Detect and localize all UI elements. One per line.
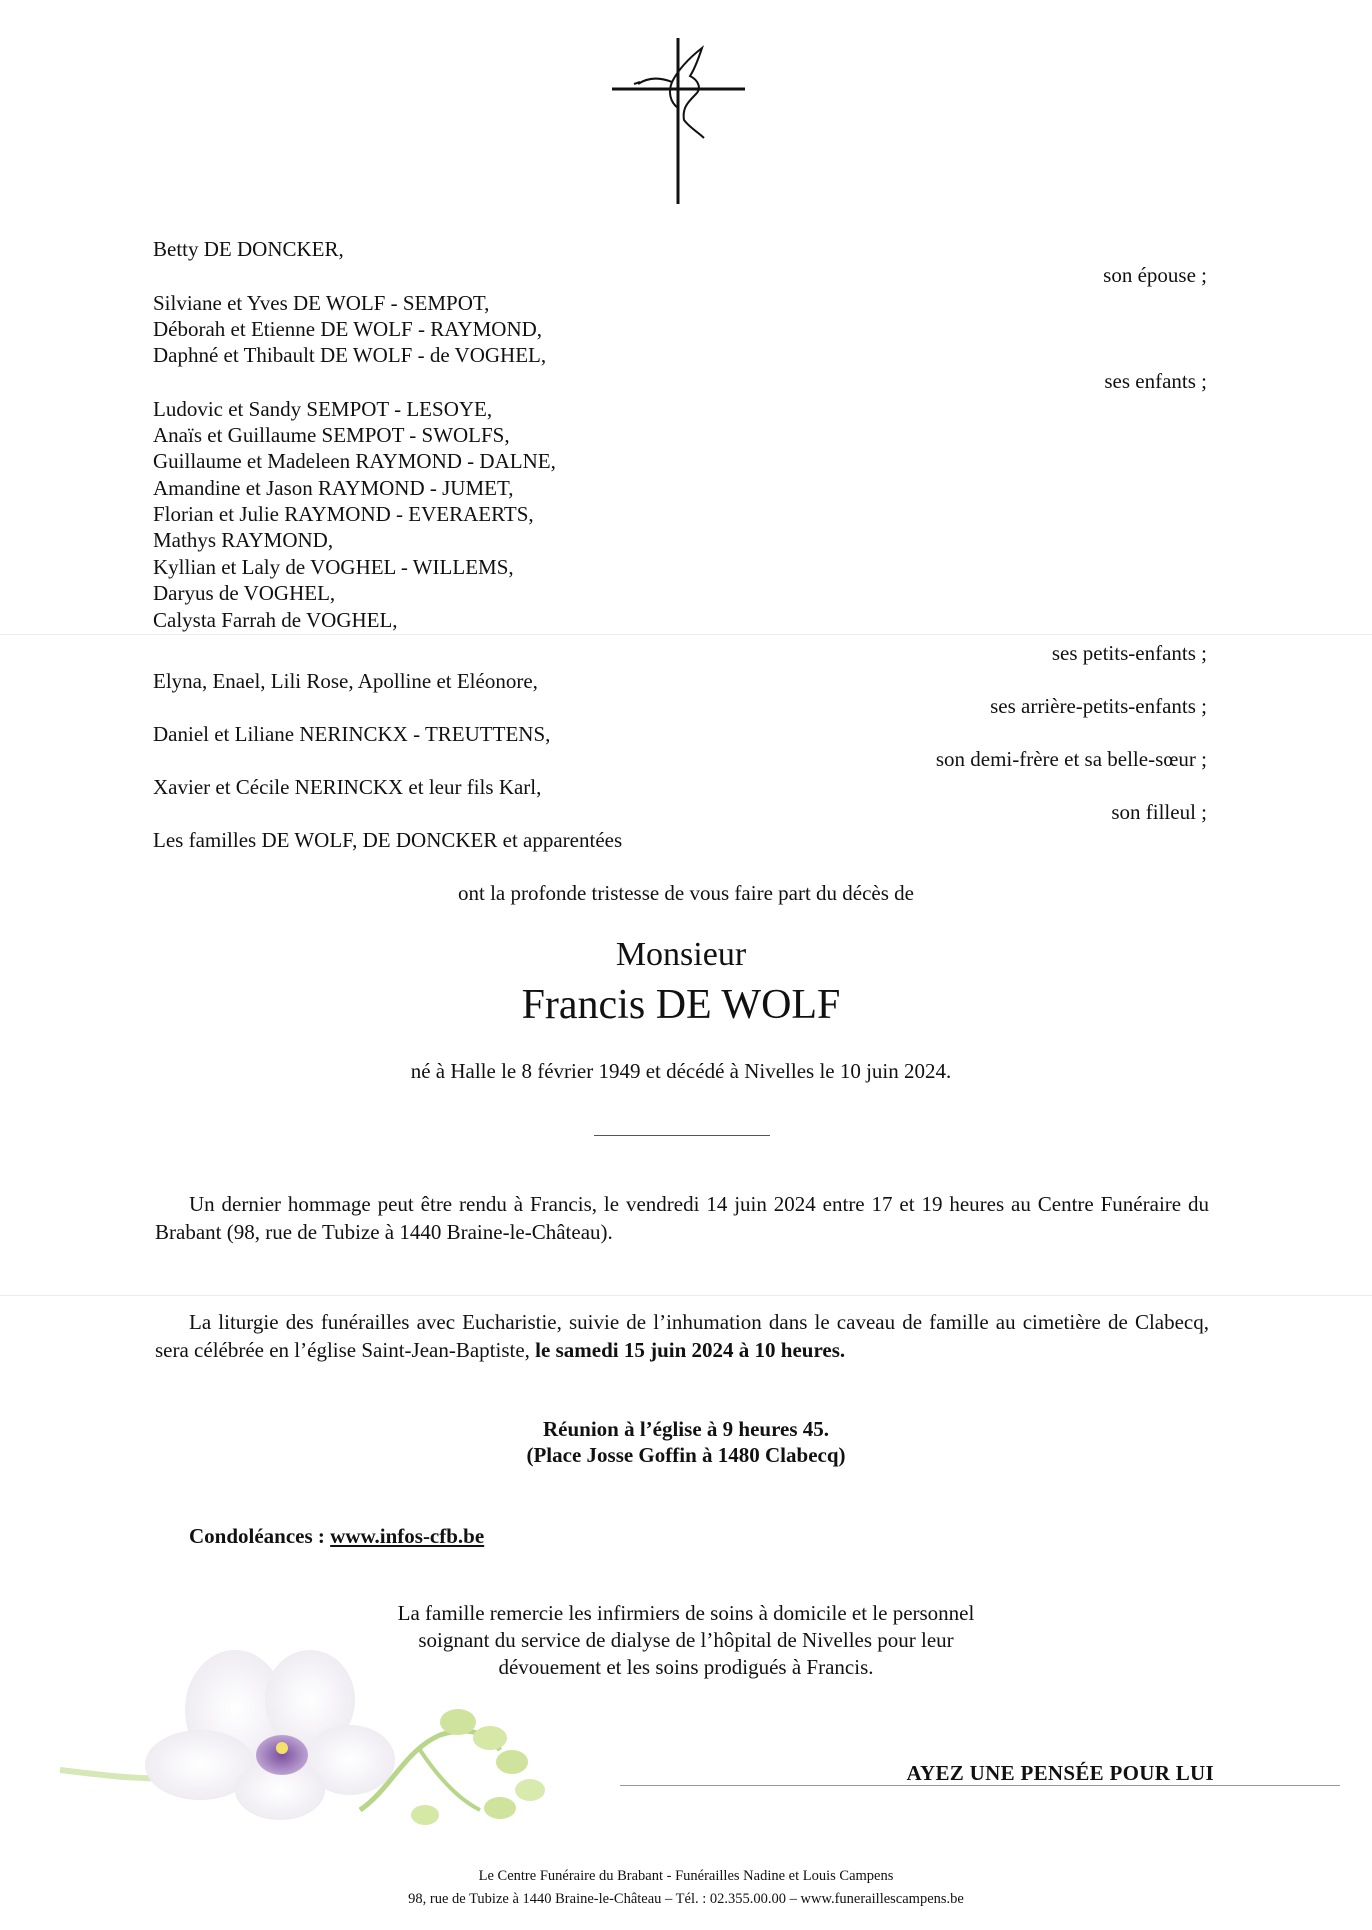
liturgie-text: La liturgie des funérailles avec Eucharistie, suivie de l’inhumation dans le caveau de famille au cimetière de Clabecq, sera célébrée en l’église Saint-Jean-Baptiste, (155, 1310, 1209, 1362)
family-member: Daniel et Liliane NERINCKX - TREUTTENS, (153, 722, 551, 746)
family-member: Silviane et Yves DE WOLF - SEMPOT, (153, 291, 490, 315)
family-member: Daryus de VOGHEL, (153, 581, 336, 605)
liturgie-paragraph (155, 1308, 1209, 1364)
family-member: Anaïs et Guillaume SEMPOT - SWOLFS, (153, 423, 510, 447)
footer-address: 98, rue de Tubize à 1440 Braine-le-Château – Tél. : 02.355.00.00 – www.funeraillescampens.be (408, 1891, 964, 1907)
footer-company: Le Centre Funéraire du Brabant - Funérailles Nadine et Louis Campens (478, 1868, 894, 1884)
family-member: Betty DE DONCKER, (153, 237, 344, 261)
family-member: Florian et Julie RAYMOND - EVERAERTS, (153, 502, 534, 526)
fold-line (0, 1295, 1372, 1296)
relation-label: son épouse ; (1103, 263, 1207, 287)
separator-line (594, 1135, 770, 1136)
condoleances (189, 1523, 484, 1549)
family-member: Ludovic et Sandy SEMPOT - LESOYE, (153, 397, 493, 421)
deceased-name: Francis DE WOLF (521, 982, 841, 1028)
hommage-paragraph (155, 1190, 1209, 1246)
deceased-dates: né à Halle le 8 février 1949 et décédé à Nivelles le 10 juin 2024. (410, 1059, 952, 1083)
condoleances-label: Condoléances : (189, 1524, 325, 1548)
family-member: Amandine et Jason RAYMOND - JUMET, (153, 476, 514, 500)
relation-label: ses arrière-petits-enfants ; (990, 694, 1207, 718)
relation-label: ses petits-enfants ; (1051, 641, 1207, 665)
deceased-title: Monsieur (615, 936, 747, 973)
cross-with-dove-icon (610, 36, 750, 206)
family-member: Les familles DE WOLF, DE DONCKER et apparentées (153, 828, 623, 852)
orchid-flower-icon (60, 1640, 620, 1830)
fold-line (0, 634, 1372, 635)
family-member: Guillaume et Madeleen RAYMOND - DALNE, (153, 449, 556, 473)
family-member: Déborah et Etienne DE WOLF - RAYMOND, (153, 317, 543, 341)
thanks-line: La famille remercie les infirmiers de soins à domicile et le personnel (397, 1601, 975, 1625)
family-member: Daphné et Thibault DE WOLF - de VOGHEL, (153, 343, 547, 367)
family-member: Kyllian et Laly de VOGHEL - WILLEMS, (153, 555, 514, 579)
thanks-line: dévouement et les soins prodigués à Francis. (498, 1655, 874, 1679)
relation-label: ses enfants ; (1104, 369, 1207, 393)
reunion-address: (Place Josse Goffin à 1480 Clabecq) (526, 1443, 846, 1467)
family-member: Mathys RAYMOND, (153, 528, 334, 552)
relation-label: son filleul ; (1111, 800, 1207, 824)
family-member: Calysta Farrah de VOGHEL, (153, 608, 398, 632)
announcement-text: ont la profonde tristesse de vous faire part du décès de (457, 881, 914, 905)
relation-label: son demi-frère et sa belle-sœur ; (935, 747, 1207, 771)
liturgie-date: le samedi 15 juin 2024 à 10 heures. (535, 1338, 846, 1362)
thanks-line: soignant du service de dialyse de l’hôpital de Nivelles pour leur (418, 1628, 954, 1652)
condoleances-link[interactable]: www.infos-cfb.be (330, 1524, 485, 1548)
hommage-text: Un dernier hommage peut être rendu à Francis, le vendredi 14 juin 2024 entre 17 et 19 heures au Centre Funéraire du Brabant (98, rue de Tubize à 1440 Braine-le-Château). (155, 1192, 1209, 1244)
pensee-text: AYEZ UNE PENSÉE POUR LUI (906, 1761, 1214, 1785)
pensee-underline (620, 1785, 1340, 1786)
family-member: Xavier et Cécile NERINCKX et leur fils Karl, (153, 775, 542, 799)
reunion-time: Réunion à l’église à 9 heures 45. (542, 1417, 830, 1441)
family-member: Elyna, Enael, Lili Rose, Apolline et Eléonore, (153, 669, 538, 693)
